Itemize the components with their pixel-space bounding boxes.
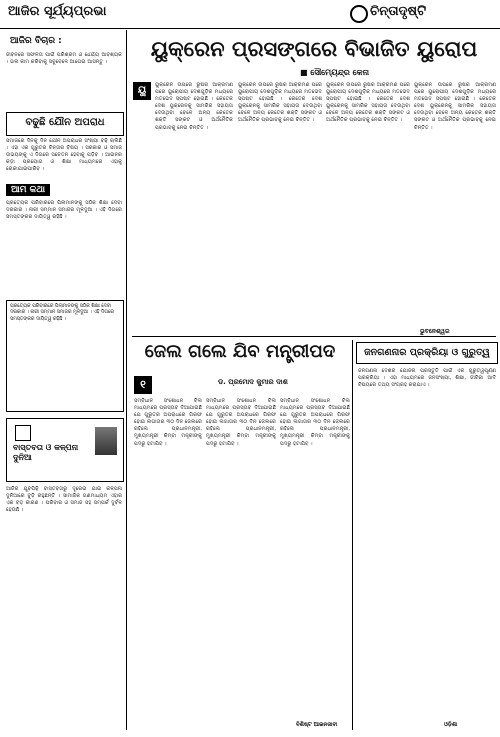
boxed-notes-text: ପ୍ରତ୍ୟେକ ପରିବାରରେ ପିଲାମାନଙ୍କୁ ସଠିକ ଶିକ୍ଷା ଦେବା ଦରକାର । ନାରୀ ସମ୍ମାନ ସମାଜର ମୂଳଦୁଆ । ଏହି ଦିଗରେ ସମସ୍ତଙ୍କର ଦାୟିତ୍ୱ ରହିଛି । <box>10 304 114 322</box>
author-photo <box>95 427 117 455</box>
thought-title: ଆଜିର ବିଚାର : <box>10 36 62 46</box>
section-tag: ଆମ କଥା <box>6 184 50 196</box>
article1-title: ବଢୁଛି ଯୌନ ଅପରାଧ <box>25 117 105 128</box>
second-story-dropcap: ୧ <box>134 376 152 394</box>
top-story-col2: ୟୁକ୍ରେନ ଉପରେ ରୁଷର ଆକ୍ରମଣ ପରେ ୟୁରୋପୀୟ ଦେଶଗୁଡ଼ିକ ମଧ୍ୟରେ ମତଭେଦ ସ୍ପଷ୍ଟ ହୋଇଛି । କେତେକ ଦେଶ ୟୁକ୍ରେନକୁ ସାମରିକ ସହାୟତା ଦେଉଥିବା ବେଳେ ଅନ୍ୟ କେତେକ ଶକ୍ତି ସଙ୍କଟ ଓ ଅର୍ଥନୈତିକ ପ୍ରଭାବକୁ ନେଇ ଚିନ୍ତିତ । <box>238 82 322 124</box>
article1-text: ସମାଜରେ ଦିନକୁ ଦିନ ଯୌନ ଅପରାଧର ସଂଖ୍ୟା ବଢ଼ି ଚାଲିଛି । ଏହା ଏକ ଗୁରୁତର ଚିନ୍ତାର ବିଷୟ । ସରକାର ଓ ସମାଜ ଉଭୟଙ୍କୁ ଏ ଦିଗରେ ସଚେତନ ହେବାକୁ ପଡ଼ିବ । ଆଇନର କଡ଼ା ପ୍ରୟୋଗ ଓ ଶିକ୍ଷା ମାଧ୍ୟମରେ ଏହାକୁ ରୋକାଯାଇପାରିବ । <box>6 138 122 173</box>
masthead-left-title: ଆଜିର ସୂର୍ଯ୍ୟପ୍ରଭା <box>8 4 107 19</box>
article1-title-box <box>6 112 124 136</box>
section-rule <box>132 336 496 337</box>
column-divider <box>126 30 127 730</box>
thought-text: ଜୀବନରେ ସଫଳତା ପାଇଁ ପରିଶ୍ରମ ଓ ଧୈର୍ଯ୍ୟ ଆବଶ୍ୟକ । ଭଲ କାମ କରିବାକୁ ସବୁବେଳେ ଆଗେଇ ଆସନ୍ତୁ । <box>6 52 122 66</box>
top-story-col1: ୟୁକ୍ରେନ ଉପରେ ରୁଷର ଆକ୍ରମଣ ପରେ ୟୁରୋପୀୟ ଦେଶଗୁଡ଼ିକ ମଧ୍ୟରେ ମତଭେଦ ସ୍ପଷ୍ଟ ହୋଇଛି । କେତେକ ଦେଶ ୟୁକ୍ରେନକୁ ସାମରିକ ସହାୟତା ଦେଉଥିବା ବେଳେ ଅନ୍ୟ କେତେକ ଶକ୍ତି ସଙ୍କଟ ଓ ଅର୍ଥନୈତିକ ପ୍ରଭାବକୁ ନେଇ ଚିନ୍ତିତ । <box>155 82 233 131</box>
third-story-title-box <box>356 342 498 364</box>
third-story-text: ଜନଗଣନା ଦେଶର ଯୋଜନା ପ୍ରସ୍ତୁତି ପାଇଁ ଏକ ଗୁରୁତ୍ୱପୂର୍ଣ୍ଣ ପ୍ରକ୍ରିୟା । ଏହା ମାଧ୍ୟମରେ ଜନସଂଖ୍ୟା, ଶିକ୍ଷା, ଜୀବିକା ଆଦି ବିଷୟରେ ତଥ୍ୟ ସଂଗ୍ରହ କରାଯାଏ । <box>358 368 496 389</box>
second-story-signature: ବିଶିଷ୍ଟ ଆଇନଜୀବୀ <box>296 722 338 728</box>
second-story-col2: ସମ୍ବିଧାନ ସଂଶୋଧନ ବିଲ ମାଧ୍ୟମରେ ପ୍ରସ୍ତାବ ଦିଆଯାଇଛି ଯେ ଗୁରୁତର ଅପରାଧରେ ଗିରଫ ହୋଇ ଲଗାତାର ୩୦ ଦିନ ଜେଲରେ ରହିଲେ ପ୍ରଧାନମନ୍ତ୍ରୀ, ମୁଖ୍ୟମନ୍ତ୍ରୀ କିମ୍ବା ମନ୍ତ୍ରୀଙ୍କୁ ପଦରୁ ହଟାଯିବ । <box>206 398 276 447</box>
top-story-col4: ୟୁକ୍ରେନ ଉପରେ ରୁଷର ଆକ୍ରମଣ ପରେ ୟୁରୋପୀୟ ଦେଶଗୁଡ଼ିକ ମଧ୍ୟରେ ମତଭେଦ ସ୍ପଷ୍ଟ ହୋଇଛି । କେତେକ ଦେଶ ୟୁକ୍ରେନକୁ ସାମରିକ ସହାୟତା ଦେଉଥିବା ବେଳେ ଅନ୍ୟ କେତେକ ଶକ୍ତି ସଙ୍କଟ ଓ ଅର୍ଥନୈତିକ ପ୍ରଭାବକୁ ନେଇ ଚିନ୍ତିତ । <box>414 82 496 131</box>
article2-text: ପ୍ରତ୍ୟେକ ପରିବାରରେ ପିଲାମାନଙ୍କୁ ସଠିକ ଶିକ୍ଷା ଦେବା ଦରକାର । ନାରୀ ସମ୍ମାନ ସମାଜର ମୂଳଦୁଆ । ଏହି ଦିଗରେ ସମସ୍ତଙ୍କର ଦାୟିତ୍ୱ ରହିଛି । <box>6 200 122 221</box>
second-story-col3: ସମ୍ବିଧାନ ସଂଶୋଧନ ବିଲ ମାଧ୍ୟମରେ ପ୍ରସ୍ତାବ ଦିଆଯାଇଛି ଯେ ଗୁରୁତର ଅପରାଧରେ ଗିରଫ ହୋଇ ଲଗାତାର ୩୦ ଦିନ ଜେଲରେ ରହିଲେ ପ୍ରଧାନମନ୍ତ୍ରୀ, ମୁଖ୍ୟମନ୍ତ୍ରୀ କିମ୍ବା ମନ୍ତ୍ରୀଙ୍କୁ ପଦରୁ ହଟାଯିବ । <box>280 398 350 447</box>
top-story-headline: ୟୁକ୍ରେନ ପ୍ରସଙ୍ଗରେ ବିଭାଜିତ ୟୁରୋପ <box>150 37 478 61</box>
article3-title: ବାସ୍ତବତା ଓ କଳ୍ପନା ଦୁନିଆ <box>13 443 79 462</box>
masthead-right-title: ଚିନ୍ତାଦୃଷ୍ଟି <box>370 4 427 19</box>
top-story-col3: ୟୁକ୍ରେନ ଉପରେ ରୁଷର ଆକ୍ରମଣ ପରେ ୟୁରୋପୀୟ ଦେଶଗୁଡ଼ିକ ମଧ୍ୟରେ ମତଭେଦ ସ୍ପଷ୍ଟ ହୋଇଛି । କେତେକ ଦେଶ ୟୁକ୍ରେନକୁ ସାମରିକ ସହାୟତା ଦେଉଥିବା ବେଳେ ଅନ୍ୟ କେତେକ ଶକ୍ତି ସଙ୍କଟ ଓ ଅର୍ଥନୈତିକ ପ୍ରଭାବକୁ ନେଇ ଚିନ୍ତିତ । <box>326 82 410 124</box>
second-story-headline: ଜେଲ ଗଲେ ଯିବ ମନ୍ତ୍ରୀପଦ <box>144 341 336 362</box>
boxed-notes <box>6 300 124 412</box>
second-story-byline: ଡ. ପ୍ରମୋଦ କୁମାର ଦାଶ <box>218 378 288 386</box>
second-story-col1: ସମ୍ବିଧାନ ସଂଶୋଧନ ବିଲ ମାଧ୍ୟମରେ ପ୍ରସ୍ତାବ ଦିଆଯାଇଛି ଯେ ଗୁରୁତର ଅପରାଧରେ ଗିରଫ ହୋଇ ଲଗାତାର ୩୦ ଦିନ ଜେଲରେ ରହିଲେ ପ୍ରଧାନମନ୍ତ୍ରୀ, ମୁଖ୍ୟମନ୍ତ୍ରୀ କିମ୍ବା ମନ୍ତ୍ରୀଙ୍କୁ ପଦରୁ ହଟାଯିବ । <box>134 398 202 447</box>
magnifier-icon <box>350 5 368 23</box>
top-story-signature: ଭୁବନେଶ୍ୱର <box>420 328 450 335</box>
top-story-byline: ■ ସୌମ୍ୟେନ୍ଦ୍ର କେନା <box>300 68 370 77</box>
masthead <box>0 0 500 29</box>
third-story-headline: ଜନଗଣନାର ପ୍ରକ୍ରିୟା ଓ ଗୁରୁତ୍ୱ <box>364 347 490 358</box>
article3-text: ଆଜିର ଯୁବପିଢ଼ି ବାସ୍ତବତାରୁ ଦୂରେଇ ଯାଇ କଳ୍ପନା ଦୁନିଆରେ ବୁଡ଼ି ରହୁଛନ୍ତି । ସାମାଜିକ ଗଣମାଧ୍ୟମ ଏହାର ଏକ ବଡ଼ କାରଣ । ପରିବାର ଓ ସମାଜ ସହ ସମ୍ପର୍କ ଦୁର୍ବଳ ହେଉଛି । <box>6 486 122 514</box>
square-icon <box>15 425 31 441</box>
article3-title-box <box>6 418 124 482</box>
top-story-dropcap: ୟୁ <box>133 82 151 100</box>
column-divider-right <box>352 340 353 730</box>
third-story-signature: ଓଡ଼ିଶା <box>444 722 458 728</box>
